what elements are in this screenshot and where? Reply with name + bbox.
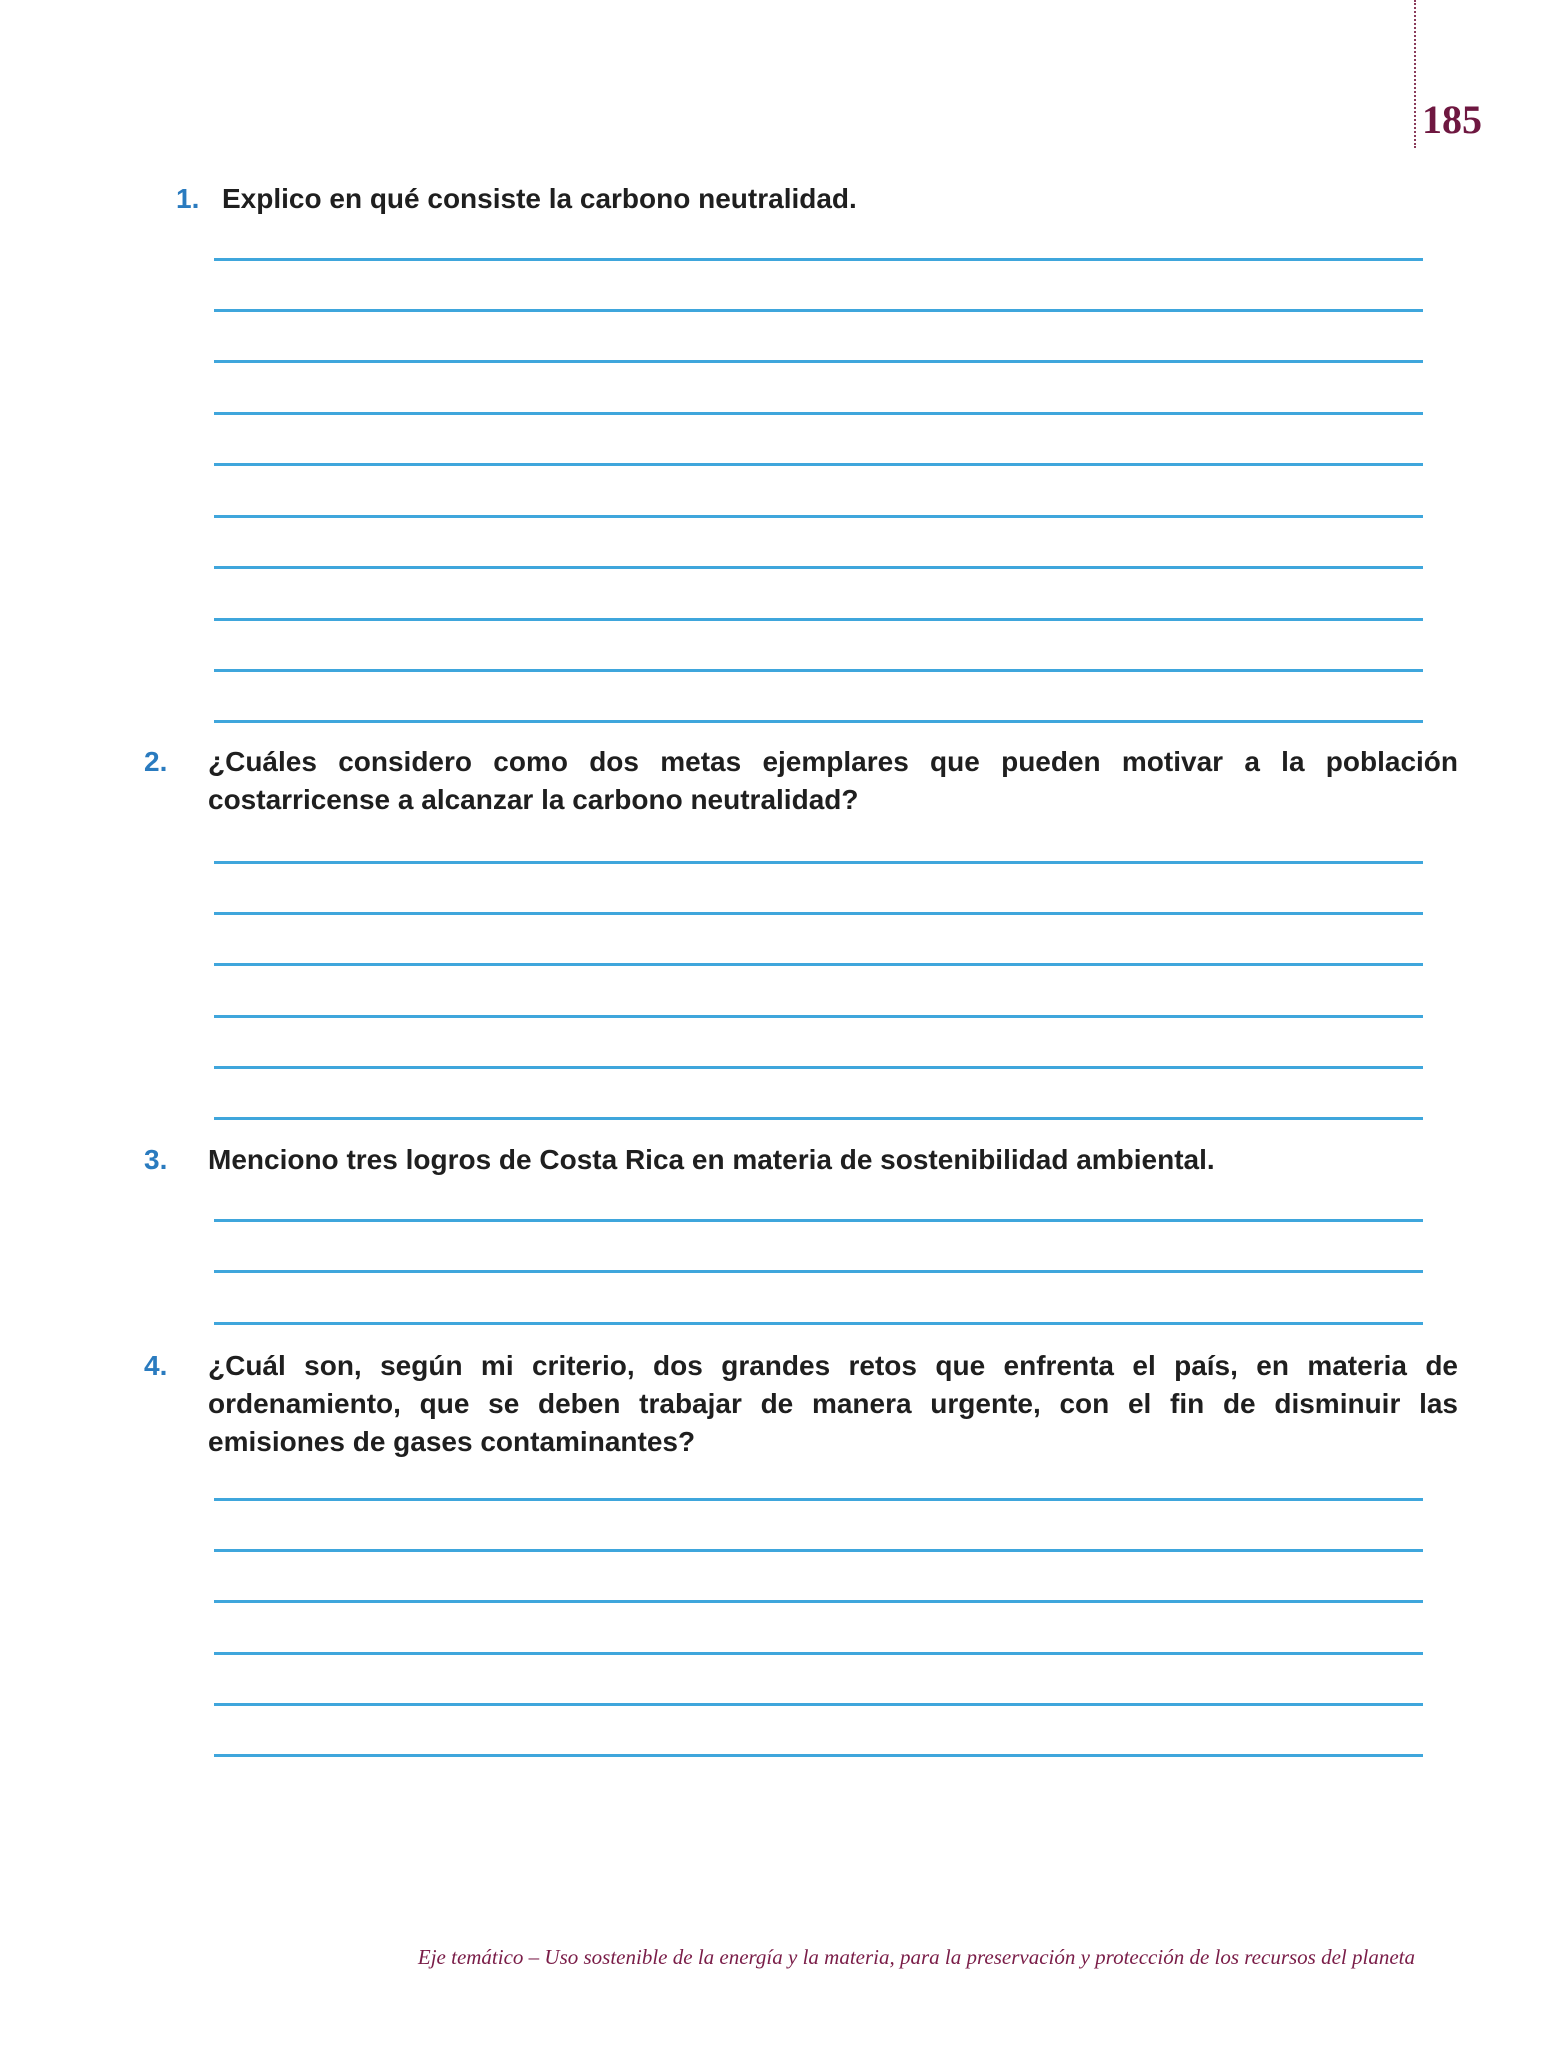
answer-line[interactable] [214,669,1423,672]
question-2 [144,743,1458,819]
question-3 [144,1141,1458,1179]
answer-line[interactable] [214,1600,1423,1603]
question-4 [144,1347,1458,1461]
question-number: 3. [144,1144,168,1175]
answer-line[interactable] [214,618,1423,621]
answer-line[interactable] [214,1015,1423,1018]
answer-line[interactable] [214,861,1423,864]
answer-line[interactable] [214,963,1423,966]
answer-line[interactable] [214,258,1423,261]
page-footer: Eje temático – Uso sostenible de la energía y la materia, para la preservación y protección de los recursos del planeta [417,1945,1415,1969]
answer-line[interactable] [214,912,1423,915]
answer-line[interactable] [214,515,1423,518]
question-text: ¿Cuál son, según mi criterio, dos grandes retos que enfrenta el país, en materia de ordenamiento, que se deben trabajar de manera urgente, con el fin de disminuir las emisiones de gases contaminantes? [208,1350,1458,1457]
question-number: 1. [176,183,200,214]
answer-line[interactable] [214,1498,1423,1501]
answer-line[interactable] [214,1270,1423,1273]
answer-line[interactable] [214,1117,1423,1120]
answer-line[interactable] [214,1219,1423,1222]
answer-line[interactable] [214,720,1423,723]
answer-line[interactable] [214,360,1423,363]
answer-line[interactable] [214,1549,1423,1552]
answer-line[interactable] [214,1652,1423,1655]
question-number: 4. [144,1350,168,1381]
answer-line[interactable] [214,1066,1423,1069]
answer-line[interactable] [214,1754,1423,1757]
question-text: ¿Cuáles considero como dos metas ejemplares que pueden motivar a la población costarricense a alcanzar la carbono neutralidad? [208,746,1458,815]
question-text: Menciono tres logros de Costa Rica en materia de sostenibilidad ambiental. [208,1144,1215,1175]
answer-line[interactable] [214,412,1423,415]
answer-line[interactable] [214,1703,1423,1706]
answer-line[interactable] [214,566,1423,569]
question-text: Explico en qué consiste la carbono neutralidad. [222,183,857,214]
question-number: 2. [144,746,168,777]
answer-line[interactable] [214,463,1423,466]
answer-line[interactable] [214,309,1423,312]
answer-line[interactable] [214,1322,1423,1325]
page-margin-rule [1414,0,1416,148]
page-number: 185 [1422,97,1482,142]
question-1 [176,180,1426,218]
